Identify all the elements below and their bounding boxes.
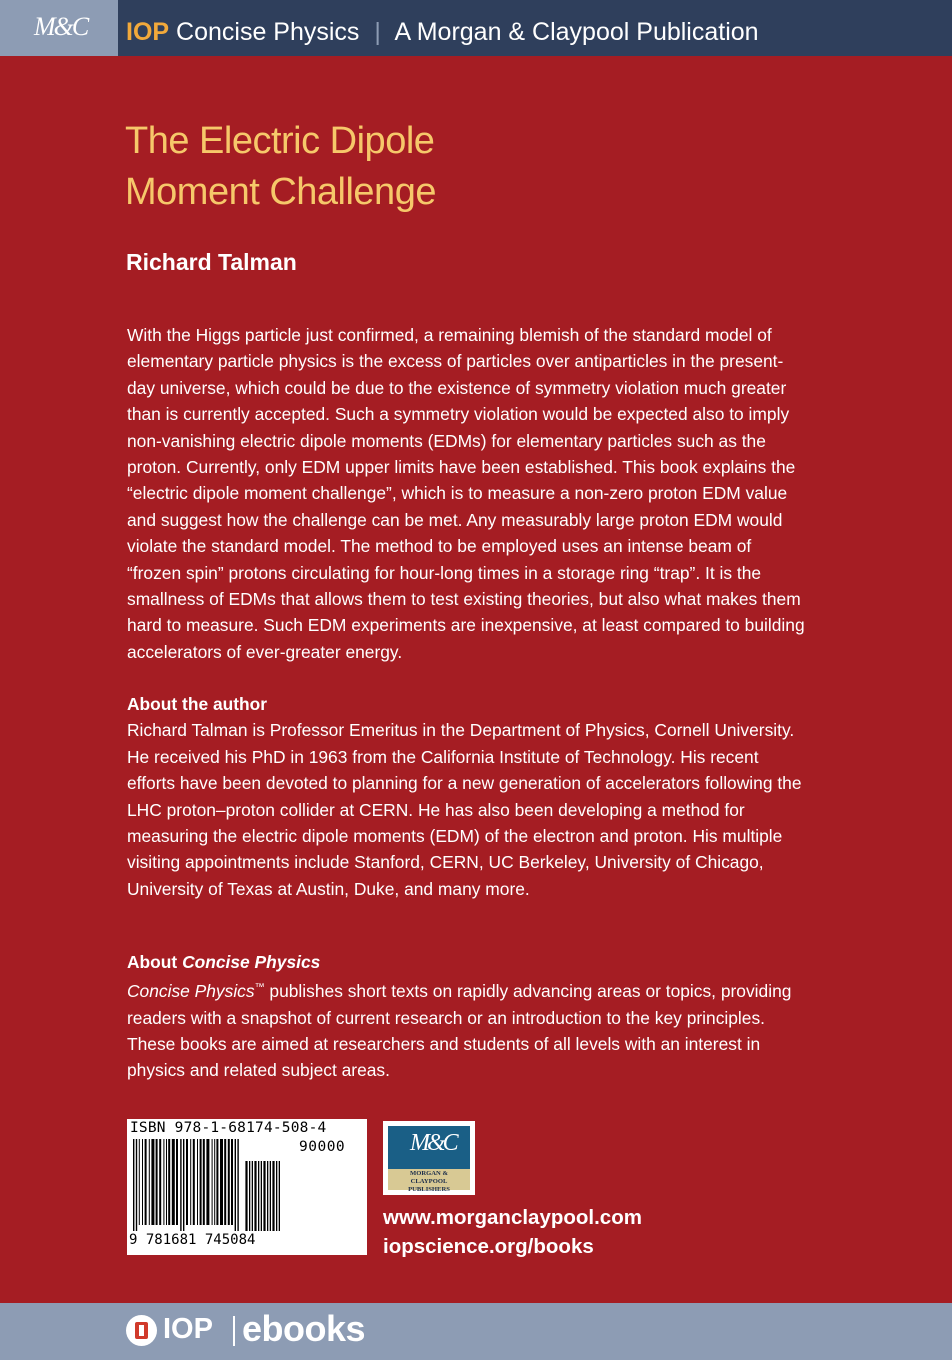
about-series-text: publishes short texts on rapidly advancing areas or topics, providing readers with a snapshot of current research or an introduction to the key principles. These books are aimed at researchers and students of all levels with an interest in physics and related subject areas. (127, 981, 792, 1081)
footer-iop-label: IOP (163, 1313, 213, 1345)
barcode-bar (197, 1139, 198, 1225)
barcode-bar (214, 1139, 215, 1225)
about-series-heading-prefix: About (127, 952, 183, 972)
title-line-2: Moment Challenge (125, 171, 436, 213)
series-brand: IOP (126, 18, 170, 46)
barcode-bar (216, 1139, 218, 1225)
barcode-bar (206, 1139, 209, 1225)
barcode-bar (212, 1139, 213, 1225)
barcode-bar (263, 1161, 265, 1231)
barcode-bar (139, 1139, 140, 1225)
barcode-bar (145, 1139, 147, 1225)
barcode-bar (279, 1161, 280, 1231)
barcode-bar (172, 1139, 175, 1225)
book-author: Richard Talman (126, 249, 297, 275)
about-author-heading: About the author (127, 694, 268, 714)
barcode-bar (163, 1139, 164, 1225)
barcode-bar (220, 1139, 223, 1225)
header-separator: | (374, 18, 381, 46)
isbn-barcode (127, 1119, 367, 1255)
barcode-bar (235, 1139, 236, 1231)
barcode-bar (228, 1139, 230, 1225)
barcode-bar (231, 1139, 233, 1225)
about-series-section (127, 949, 807, 1084)
footer-divider (233, 1316, 235, 1346)
barcode-bar (249, 1161, 250, 1231)
publication-label: A Morgan & Claypool Publication (394, 18, 759, 46)
about-author-body: Richard Talman is Professor Emeritus in the Department of Physics, Cornell University. He received his PhD in 1963 from the California Institute of Technology. His recent efforts have been devoted to planning for a new generation of accelerators following the LHC proton–proton collider at CERN. He has also been developing a method for measuring the electric dipole moments (EDM) of the electron and proton. His multiple visiting appointments include Stanford, CERN, UC Berkeley, University of Chicago, University of Texas at Austin, Duke, and many more. (127, 720, 802, 899)
publisher-name-band (388, 1169, 470, 1193)
barcode-bar (193, 1139, 195, 1225)
iopscience-link[interactable]: iopscience.org/books (383, 1235, 594, 1258)
barcode-bar (203, 1139, 205, 1225)
website-link[interactable]: www.morganclaypool.com (383, 1206, 642, 1229)
barcode-bar (200, 1139, 202, 1225)
barcode-bar (166, 1139, 167, 1225)
barcode-bar (237, 1139, 238, 1231)
ean-number: 9 781681 745084 (129, 1232, 256, 1248)
barcode-bar (245, 1161, 247, 1231)
iop-logo-mark (135, 1322, 148, 1339)
series-name-italic: Concise Physics (127, 981, 255, 1002)
footer-bar (0, 1303, 952, 1360)
publisher-logo-emblem (388, 1126, 470, 1193)
barcode-bar (261, 1161, 262, 1231)
barcode-bar (267, 1161, 268, 1231)
iop-logo-mark-inner (139, 1325, 144, 1336)
barcode-bar (176, 1139, 178, 1225)
barcode-bar (133, 1139, 134, 1231)
barcode-bar (186, 1139, 188, 1225)
mc-logo: M&C (34, 12, 88, 41)
barcode-bar (159, 1139, 161, 1225)
publisher-logo (383, 1121, 475, 1195)
abstract-text: With the Higgs particle just confirmed, a remaining blemish of the standard model of elementary particle physics is the excess of particles over antiparticles in the present-day universe, which could be due to the existence of symmetry violation much greater than is currently accepted. Such a symmetry violation would be expected also to imply non-vanishing electric dipole moments (EDMs) for elementary particles such as the proton. Currently, only EDM upper limits have been established. This book explains the “electric dipole moment challenge”, which is to measure a non-zero proton EDM value and suggest how the challenge can be met. Any measurably large proton EDM would violate the standard model. The method to be employed uses an intense beam of “frozen spin” protons circulating for hour-long times in a storage ring “trap”. It is the smallness of EDMs that allows them to test existing theories, but also what makes them hard to measure. Such EDM experiments are inexpensive, at least compared to building accelerators of ever-greater energy. (127, 325, 805, 662)
title-line-1: The Electric Dipole (125, 120, 435, 162)
isbn-label: ISBN 978-1-68174-508-4 (130, 1120, 327, 1136)
barcode-bar (252, 1161, 253, 1231)
footer-ebooks-label: ebooks (242, 1308, 366, 1349)
barcode-bar (180, 1139, 181, 1231)
about-series-heading-name: Concise Physics (182, 952, 321, 972)
barcode-bar (254, 1161, 256, 1231)
publisher-monogram: M&C (410, 1130, 456, 1156)
series-line (126, 18, 759, 47)
barcode-bar (224, 1139, 226, 1225)
barcode-bar (168, 1139, 170, 1225)
about-series-body (127, 975, 807, 1083)
about-series-heading (127, 949, 807, 975)
series-name: Concise Physics (176, 18, 360, 46)
barcode-bar (276, 1161, 277, 1231)
barcode-bar (149, 1139, 150, 1225)
barcode-bar (270, 1161, 271, 1231)
barcode-addon-number: 90000 (299, 1139, 346, 1155)
barcode-bar (272, 1161, 274, 1231)
barcode-bar (151, 1139, 154, 1225)
barcode-bar (258, 1161, 259, 1231)
book-title (125, 116, 825, 218)
barcode-bar (190, 1139, 191, 1225)
barcode-bar (142, 1139, 143, 1225)
barcode-bar (136, 1139, 137, 1231)
header-bar (0, 0, 952, 56)
publisher-links (383, 1203, 642, 1261)
mc-logo-box (0, 0, 118, 56)
iop-logo-icon (126, 1315, 157, 1346)
barcode-bar (156, 1139, 158, 1225)
barcode-bar (183, 1139, 184, 1231)
trademark-symbol: ™ (254, 982, 265, 994)
about-author-section (127, 691, 807, 902)
publisher-name: MORGAN & CLAYPOOL PUBLISHERS (408, 1170, 450, 1193)
